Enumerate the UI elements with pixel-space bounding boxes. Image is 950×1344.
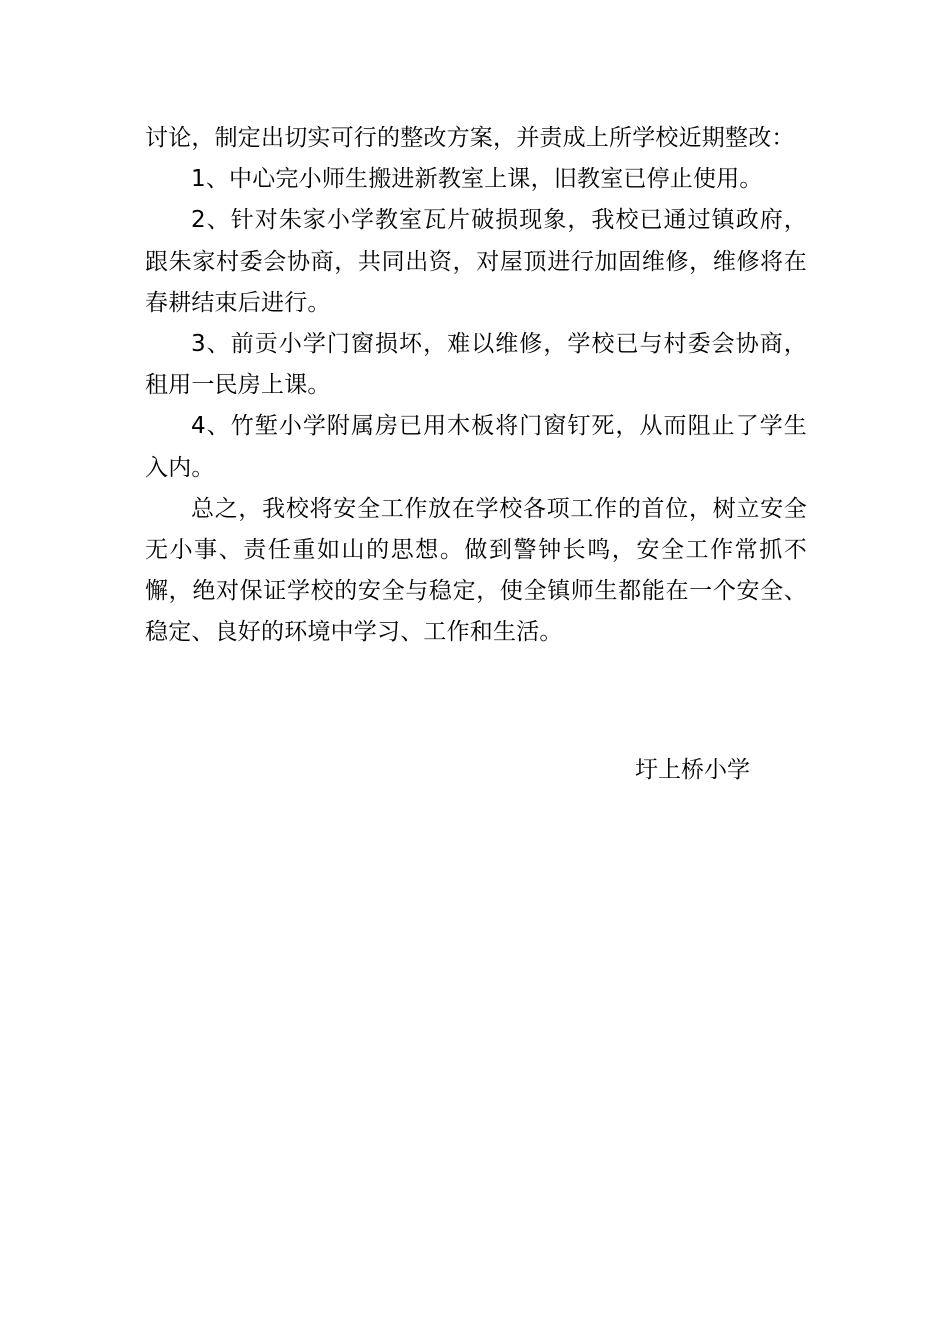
paragraph-conclusion: 总之，我校将安全工作放在学校各项工作的首位，树立安全无小事、责任重如山的思想。做到警钟长鸣，安全工作常抓不懈，绝对保证学校的安全与稳定，使全镇师生都能在一个安全、稳定、良好的环境中学习、工作和生活。: [145, 495, 807, 646]
paragraph-item-3: 3、前贡小学门窗损坏，难以维修，学校已与村委会协商，租用一民房上课。: [145, 331, 807, 399]
paragraph-continuation: 讨论，制定出切实可行的整改方案，并责成上所学校近期整改：: [145, 125, 795, 151]
paragraph-item-1: 1、中心完小师生搬进新教室上课，旧教室已停止使用。: [191, 166, 763, 193]
paragraph-item-2: 2、针对朱家小学教室瓦片破损现象，我校已通过镇政府，跟朱家村委会协商，共同出资，对屋顶进行加固维修，维修将在春耕结束后进行。: [145, 207, 807, 316]
document-body: [145, 118, 807, 654]
paragraph-item-4: 4、竹堑小学附属房已用木板将门窗钉死，从而阻止了学生入内。: [145, 413, 807, 481]
signature-school-name: 圩上桥小学: [635, 757, 750, 783]
